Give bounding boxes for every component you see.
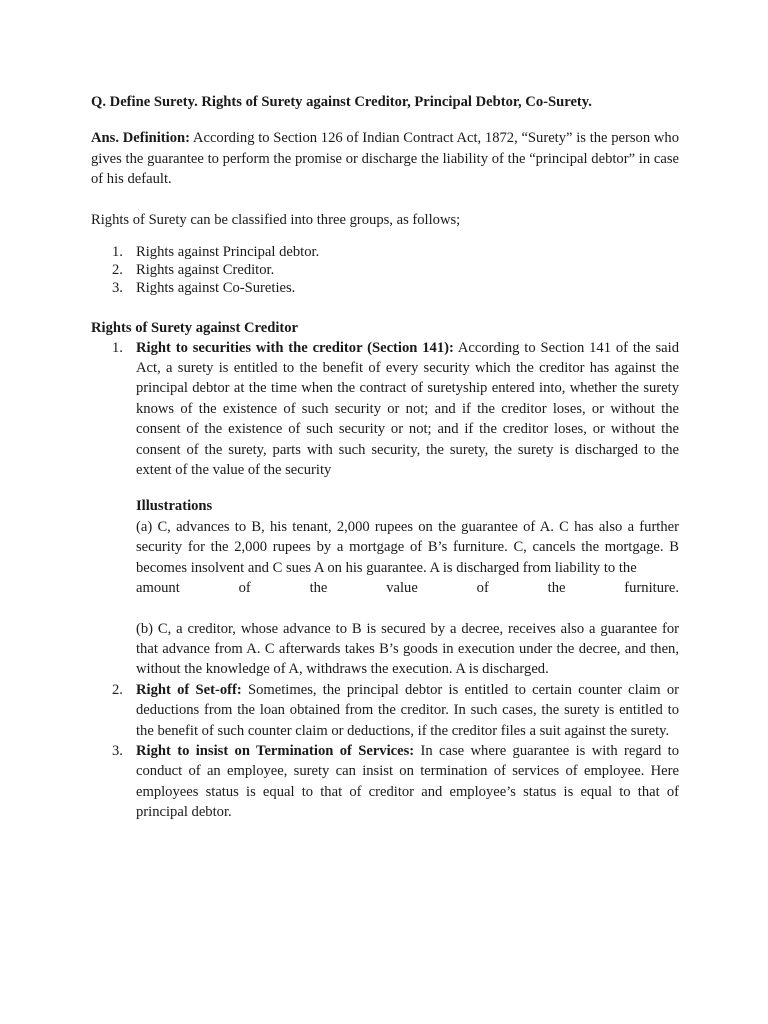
list-item-text: Rights against Co-Sureties. <box>136 280 296 297</box>
right-title: Right to insist on Termination of Services: <box>136 742 415 759</box>
right-number: 3. <box>112 742 123 759</box>
answer-text: According to Section 126 of Indian Contract Act, 1872, “Surety” is the person who gives the guarantee to perform the promise or discharge the liability of the “principal debtor” in case of his default. <box>91 130 679 188</box>
illustration-b: (b) C, a creditor, whose advance to B is secured by a decree, receives also a guarantee for that advance from A. C afterwards takes B’s goods in execution under the decree, and then, without the knowledge of A, withdraws the execution. A is discharged. <box>136 620 679 678</box>
list-item-text: Rights against Principal debtor. <box>136 244 320 261</box>
list-item <box>91 261 679 279</box>
list-item-number: 3. <box>112 280 123 297</box>
question-title: Q. Define Surety. Rights of Surety against Creditor, Principal Debtor, Co-Surety. <box>91 94 592 110</box>
right-paragraph <box>136 680 679 741</box>
right-title: Right to securities with the creditor (Section 141): <box>136 339 454 356</box>
answer-definition <box>91 128 679 189</box>
right-text: In case where guarantee is with regard to conduct of an employee, surety can insist on termination of services of employee. Here employees status is equal to that of creditor and employee’s status is equal to that of principal debtor. <box>136 742 679 821</box>
classification-intro: Rights of Surety can be classified into three groups, as follows; <box>91 211 461 228</box>
answer-label: Ans. Definition: <box>91 130 190 147</box>
list-item-number: 1. <box>112 244 123 261</box>
illustration-a-tail: amount of the value of the furniture. <box>136 580 679 597</box>
right-paragraph <box>136 741 679 823</box>
right-number: 1. <box>112 339 123 356</box>
document-page <box>91 92 679 823</box>
list-item-text: Rights against Creditor. <box>136 262 275 279</box>
right-title: Right of Set-off: <box>136 681 242 698</box>
right-text: According to Section 141 of the said Act, a surety is entitled to the benefit of every security which the creditor has against the principal debtor at the time when the contract of suretyship entered into, whether the surety knows of the existence of such security or not; and if the creditor loses, or without the consent of the existence of such security or not; and if the creditor loses, or without the consent of the surety, parts with such security, the surety, the surety is discharged to the extent of the value of the security <box>136 339 679 479</box>
right-item <box>91 741 679 823</box>
right-item <box>91 680 679 741</box>
classification-list <box>91 243 679 298</box>
list-item <box>91 243 679 261</box>
right-text: Sometimes, the principal debtor is entitled to certain counter claim or deductions from the loan obtained from the creditor. In such cases, the surety is entitled to the benefit of such counter claim or deductions, if the creditor files a suit against the surety. <box>136 681 680 739</box>
list-item-number: 2. <box>112 262 123 279</box>
section-heading: Rights of Surety against Creditor <box>91 319 299 336</box>
list-item <box>91 279 679 297</box>
right-paragraph <box>136 338 679 481</box>
illustration-a: (a) C, advances to B, his tenant, 2,000 rupees on the guarantee of A. C has also a further security for the 2,000 rupees by a mortgage of B’s furniture. C, cancels the mortgage. B becomes insolvent and C sues A on his guarantee. A is discharged from liability to the <box>136 518 679 576</box>
right-number: 2. <box>112 681 123 698</box>
right-item <box>91 338 679 680</box>
creditor-rights-list <box>91 338 679 823</box>
illustrations-heading: Illustrations <box>136 498 213 515</box>
